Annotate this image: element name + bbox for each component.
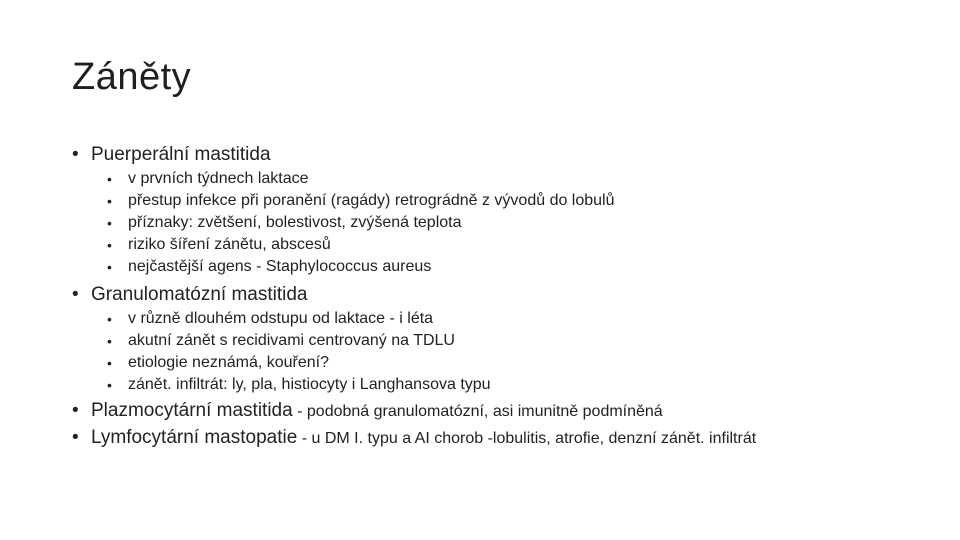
bullet-marker: •: [107, 355, 112, 371]
sub-bullet-item: [107, 256, 932, 278]
sub-bullet-text: v prvních týdnech laktace: [128, 170, 309, 187]
bullet-marker: •: [107, 193, 112, 209]
bullet-marker: •: [72, 144, 79, 165]
bullet-item-plasmacytic-mastitis: [72, 398, 932, 425]
bullet-label: Lymfocytární mastopatie: [91, 427, 298, 448]
sub-bullet-text: v různě dlouhém odstupu od laktace - i léta: [128, 310, 434, 327]
sub-bullet-item: [107, 308, 932, 330]
bullet-marker: •: [72, 400, 79, 421]
sub-bullet-text: přestup infekce při poranění (ragády) retrográdně z vývodů do lobulů: [128, 192, 615, 209]
slide-content: [72, 142, 932, 452]
bullet-marker: •: [107, 333, 112, 349]
bullet-marker: •: [107, 237, 112, 253]
bullet-note: - podobná granulomatózní, asi imunitně podmíněná: [292, 403, 663, 420]
bullet-label: Granulomatózní mastitida: [91, 284, 308, 305]
sub-bullet-text: etiologie neznámá, kouření?: [128, 354, 330, 371]
bullet-marker: •: [107, 215, 112, 231]
bullet-marker: •: [72, 427, 79, 448]
sub-bullet-text: zánět. infiltrát: ly, pla, histiocyty i Langhansova typu: [128, 376, 491, 393]
bullet-item-granulomatous-mastitis: [72, 282, 932, 308]
bullet-marker: •: [107, 377, 112, 393]
bullet-marker: •: [72, 284, 79, 305]
sub-bullet-text: akutní zánět s recidivami centrovaný na TDLU: [128, 332, 455, 349]
sub-bullet-text: příznaky: zvětšení, bolestivost, zvýšená teplota: [128, 214, 462, 231]
sub-bullet-item: [107, 374, 932, 396]
sub-bullet-text: nejčastější agens - Staphylococcus aureus: [128, 258, 432, 275]
sub-bullet-item: [107, 352, 932, 374]
sublist-granulomatous-mastitis: [107, 308, 932, 396]
bullet-marker: •: [107, 259, 112, 275]
sub-bullet-item: [107, 168, 932, 190]
bullet-label: Plazmocytární mastitida: [91, 400, 293, 421]
bullet-note: - u DM I. typu a AI chorob -lobulitis, atrofie, denzní zánět. infiltrát: [297, 430, 757, 447]
sub-bullet-item: [107, 212, 932, 234]
sublist-puerperal-mastitis: [107, 168, 932, 278]
sub-bullet-item: [107, 234, 932, 256]
sub-bullet-item: [107, 190, 932, 212]
bullet-marker: •: [107, 171, 112, 187]
bullet-item-lymphocytic-mastopathy: [72, 425, 932, 452]
sub-bullet-item: [107, 330, 932, 352]
slide-title: Záněty: [72, 56, 192, 98]
bullet-marker: •: [107, 311, 112, 327]
bullet-item-puerperal-mastitis: [72, 142, 932, 168]
bullet-label: Puerperální mastitida: [91, 144, 271, 165]
sub-bullet-text: riziko šíření zánětu, abscesů: [128, 236, 331, 253]
